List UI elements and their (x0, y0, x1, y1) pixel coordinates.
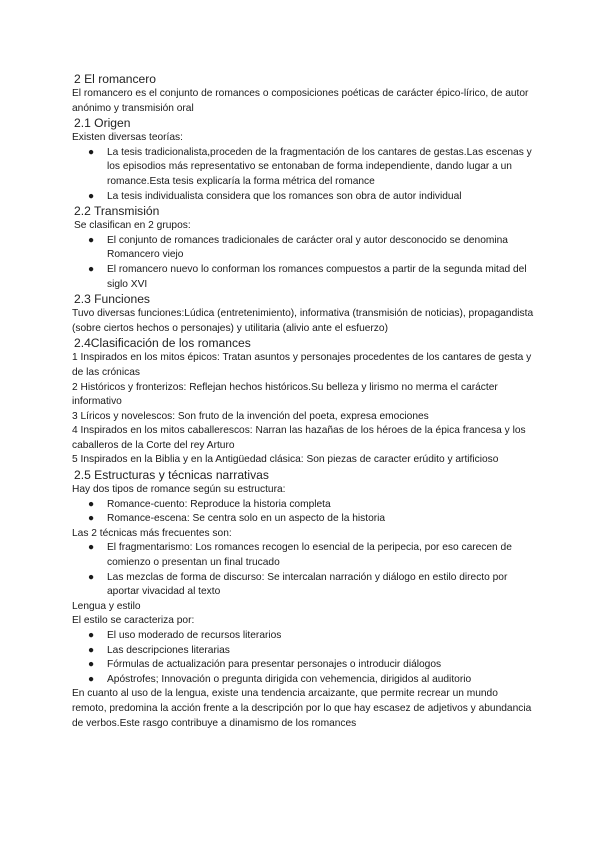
list-item-text: Las descripciones literarias (107, 644, 230, 656)
section-heading-funciones: 2.3 Funciones (74, 292, 150, 307)
origen-text: Existen diversas teorías: (72, 132, 183, 144)
list-item-text: Apóstrofes; Innovación o pregunta dirigida con vehemencia, dirigidos al auditorio (107, 673, 472, 685)
clasificacion-line: 3 Líricos y novelescos: Son fruto de la invención del poeta, expresa emociones (72, 410, 429, 422)
list-item (72, 146, 534, 190)
list-item-text: Romance-escena: Se centra solo en un aspecto de la historia (107, 513, 386, 525)
clasificacion-line: 4 Inspirados en los mitos caballerescos: Narran las hazañas de los héroes de la épica francesa y los caballeros de la Corte del rey Arturo (72, 425, 526, 451)
list-item (72, 673, 534, 688)
document-page (72, 72, 534, 731)
bullet-icon: ● (88, 513, 95, 525)
bullet-icon: ● (88, 542, 95, 554)
list-item (72, 498, 534, 513)
origen-list (72, 146, 534, 204)
list-item-text: Romance-cuento: Reproduce la historia completa (107, 498, 331, 510)
estructuras-list (72, 498, 534, 527)
transmision-list (72, 234, 534, 292)
list-item (72, 541, 534, 570)
list-item (72, 190, 534, 205)
bullet-icon: ● (88, 190, 95, 202)
list-item (72, 234, 534, 263)
clasificacion-line: 2 Históricos y fronterizos: Reflejan hechos históricos.Su belleza y lirismo no merma el carácter informativo (72, 381, 498, 408)
list-item-text: El uso moderado de recursos literarios (107, 630, 282, 641)
section-heading-clasificacion: 2.4Clasificación de los romances (74, 336, 251, 351)
list-item-text: El romancero nuevo lo conforman los romances compuestos a partir de la segunda mitad del siglo XVI (107, 263, 527, 290)
list-item-text: La tesis tradicionalista,proceden de la fragmentación de los cantares de gestas.Las escenas y los episodios más representativo se entonaban de forma independiente, dando lugar a un romance.Esta tesis explicaría la forma métrica del romance (107, 146, 532, 187)
list-item (72, 571, 534, 600)
bullet-icon: ● (88, 498, 95, 510)
bullet-icon: ● (88, 630, 95, 641)
bullet-icon: ● (88, 234, 95, 246)
list-item-text: Fórmulas de actualización para presentar personajes o introducir diálogos (107, 659, 442, 671)
bullet-icon: ● (88, 644, 95, 656)
list-item-text: Las mezclas de forma de discurso: Se intercalan narración y diálogo en estilo directo por aportar vivacidad al texto (107, 571, 508, 598)
list-item (72, 512, 534, 527)
list-item (72, 658, 534, 673)
section-heading-transmision: 2.2 Transmisión (74, 204, 160, 219)
list-item (72, 644, 534, 659)
bullet-icon: ● (88, 571, 95, 583)
bullet-icon: ● (88, 263, 95, 275)
transmision-text: Se clasifican en 2 grupos: (74, 220, 191, 232)
bullet-icon: ● (88, 659, 95, 671)
list-item (72, 629, 534, 644)
list-item-text: La tesis individualista considera que los romances son obra de autor individual (107, 190, 462, 202)
page-title: 2 El romancero (74, 72, 157, 86)
clasificacion-line: 1 Inspirados en los mitos épicos: Tratan asuntos y personajes procedentes de los cantares de gesta y de las crónicas (72, 352, 532, 378)
list-item-text: El conjunto de romances tradicionales de carácter oral y autor desconocido se denomina Romancero viejo (107, 234, 508, 261)
lengua-text: El estilo se caracteriza por: (72, 615, 195, 627)
funciones-text: Tuvo diversas funciones:Lúdica (entretenimiento), informativa (transmisión de noticias), propagandista (sobre ciertos hechos o personajes) y utilitaria (alivio ante el esfuerzo) (72, 308, 534, 334)
bullet-icon: ● (88, 673, 95, 685)
tecnicas-list (72, 541, 534, 599)
tecnicas-text: Las 2 técnicas más frecuentes son: (72, 527, 232, 539)
section-heading-estructuras: 2.5 Estructuras y técnicas narrativas (74, 468, 269, 483)
list-item (72, 263, 534, 292)
lengua-list (72, 629, 534, 687)
estructuras-text: Hay dos tipos de romance según su estructura: (72, 484, 286, 496)
section-heading-lengua: Lengua y estilo (72, 600, 141, 612)
closing-paragraph: En cuanto al uso de la lengua, existe una tendencia arcaizante, que permite recrear un mundo remoto, predomina la acción frente a la descripción por lo que hay escasez de adjetivos y abundancia de verbos.Este rasgo contribuye a dinamismo de los romances (72, 688, 532, 729)
section-heading-origen: 2.1 Origen (74, 116, 131, 131)
bullet-icon: ● (88, 146, 95, 158)
clasificacion-line: 5 Inspirados en la Biblia y en la Antigüedad clásica: Son piezas de caracter erúdito y artificioso (72, 454, 499, 466)
list-item-text: El fragmentarismo: Los romances recogen lo esencial de la peripecia, por eso carecen de comienzo o presentan un final trucado (107, 542, 512, 569)
intro-paragraph: El romancero es el conjunto de romances o composiciones poéticas de carácter épico-lírico, de autor anónimo y transmisión oral (72, 88, 529, 114)
